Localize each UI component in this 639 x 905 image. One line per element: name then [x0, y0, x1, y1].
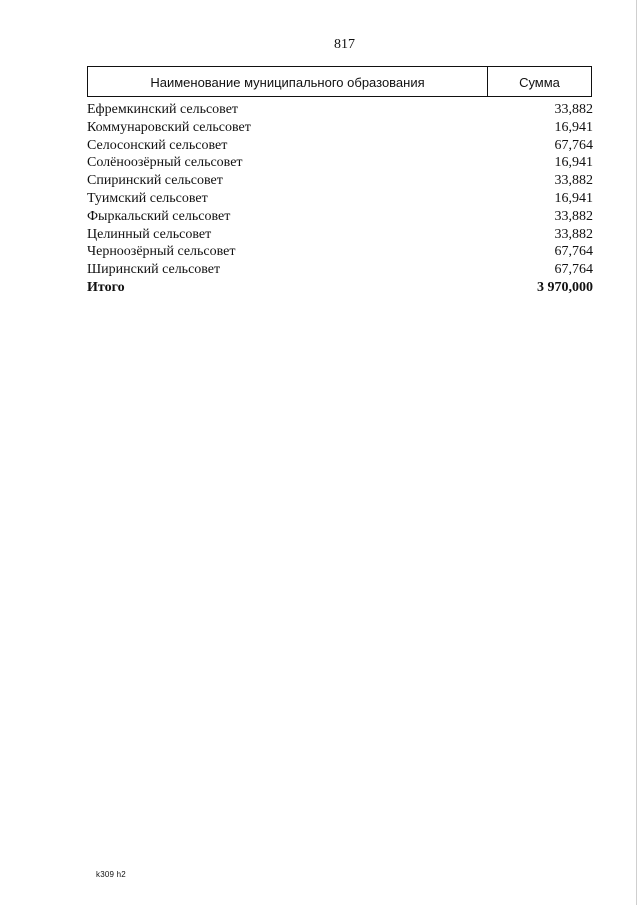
total-row [87, 279, 593, 297]
row-value: 67,764 [554, 137, 593, 153]
table-row [87, 208, 593, 226]
row-name: Селосонский сельсовет [87, 137, 228, 153]
row-name: Фыркальский сельсовет [87, 208, 231, 224]
total-value: 3 970,000 [537, 279, 593, 295]
row-name: Спиринский сельсовет [87, 173, 223, 189]
table-row [87, 243, 593, 261]
row-value: 33,882 [554, 226, 593, 242]
row-name: Ширинский сельсовет [87, 262, 221, 278]
row-name: Целинный сельсовет [87, 226, 212, 242]
row-value: 33,882 [554, 173, 593, 189]
table-row [87, 226, 593, 244]
row-name: Ефремкинский сельсовет [87, 102, 239, 117]
row-value: 16,941 [554, 119, 593, 135]
table-row [87, 154, 593, 172]
total-label: Итого [87, 279, 125, 295]
row-value: 67,764 [554, 262, 593, 278]
table-header [87, 66, 592, 97]
page-number: 817 [334, 37, 355, 52]
row-value: 67,764 [554, 244, 593, 260]
table-row [87, 101, 593, 119]
table-row [87, 261, 593, 279]
row-name: Коммунаровский сельсовет [87, 119, 251, 135]
row-value: 16,941 [554, 190, 593, 206]
table-row [87, 119, 593, 137]
table-row [87, 190, 593, 208]
row-name: Солёноозёрный сельсовет [87, 155, 243, 171]
row-value: 16,941 [554, 155, 593, 171]
scan-edge-divider [636, 0, 637, 905]
row-name: Туимский сельсовет [87, 190, 208, 206]
table-row [87, 137, 593, 155]
row-value: 33,882 [554, 102, 593, 117]
row-name: Черноозёрный сельсовет [87, 244, 236, 260]
row-value: 33,882 [554, 208, 593, 224]
column-header-sum: Сумма [519, 75, 560, 90]
table-row [87, 172, 593, 190]
table-body [87, 101, 593, 297]
column-header-name: Наименование муниципального образования [88, 67, 488, 96]
document-code: k309 h2 [96, 870, 126, 879]
